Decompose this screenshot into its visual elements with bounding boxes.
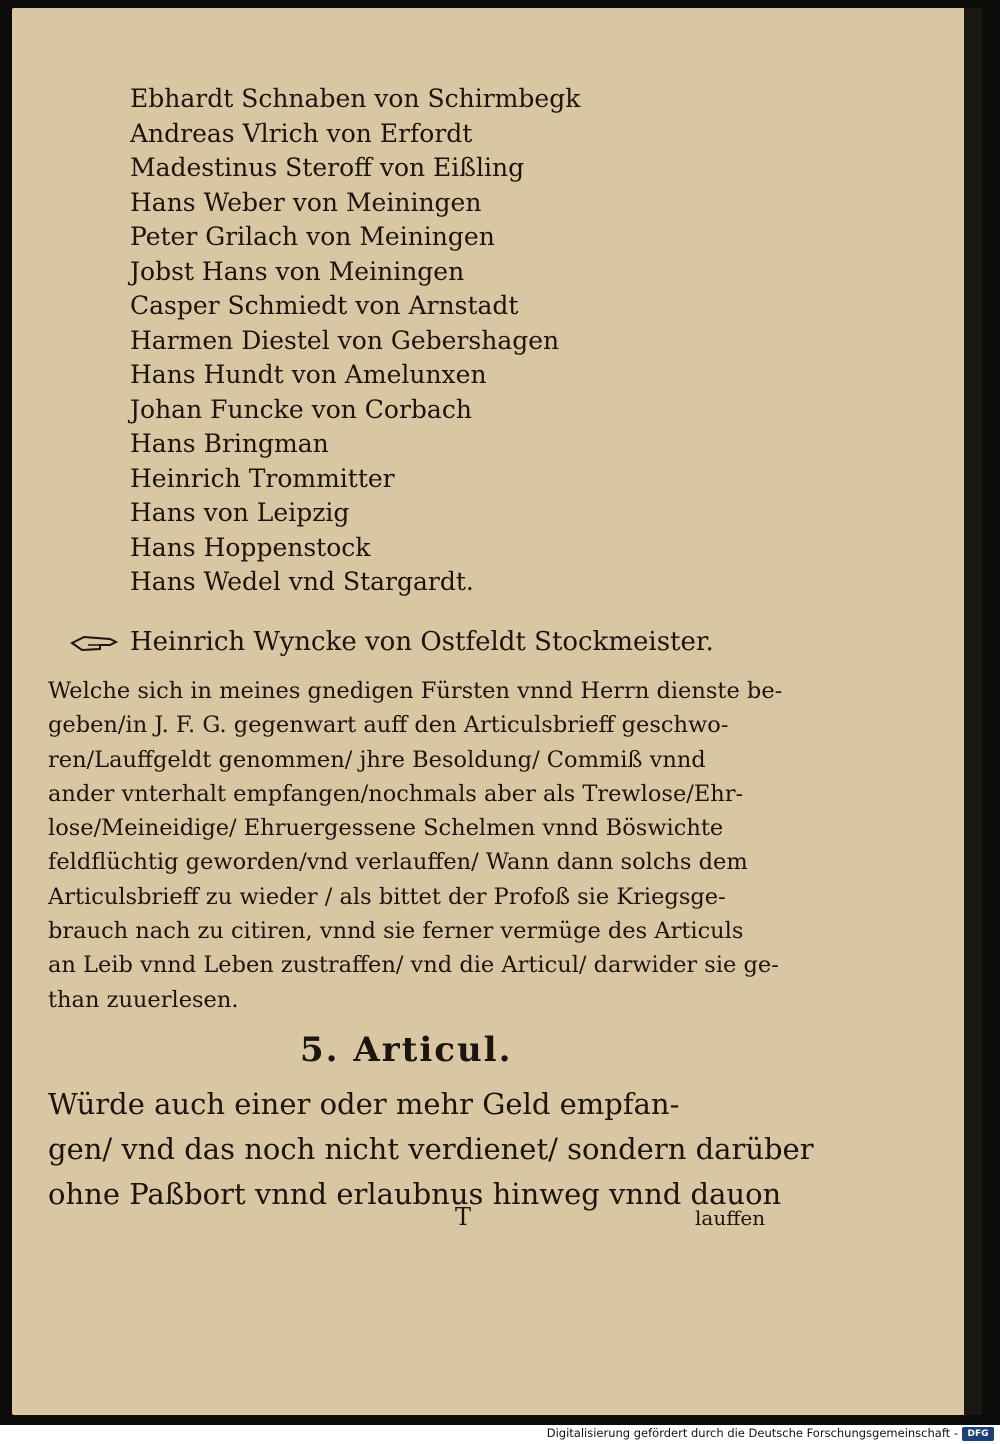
name-line: Hans Bringman [130,429,329,458]
name-line: Hans Hoppenstock [130,532,371,562]
name-line: Hans Wedel vnd Stargardt. [130,567,474,596]
signature-mark: T [455,1203,472,1231]
article-line: gen/ vnd das noch nicht verdienet/ sondern darüber [48,1132,814,1166]
name-line: Peter Grilach von Meiningen [130,222,495,251]
name-line: Hans Weber von Meiningen [130,187,482,217]
name-line: Madestinus Steroff von Eißling [130,153,525,182]
paragraph-line: lose/Meineidige/ Ehruergessene Schelmen vnnd Böswichte [48,815,724,842]
article-text [48,1082,814,1217]
names-list [130,82,730,600]
name-line: Andreas Vlrich von Erfordt [130,118,473,148]
name-line: Heinrich Trommitter [130,463,395,493]
paragraph-line: ren/Lauffgeldt genommen/ jhre Besoldung/ Commiß vnnd [48,746,706,773]
paragraph-line: brauch nach zu citiren, vnnd sie ferner vermüge des Articuls [48,918,744,945]
article-line: Würde auch einer oder mehr Geld empfan- [48,1087,680,1121]
name-line: Johan Funcke von Corbach [130,394,472,424]
paragraph-line: geben/in J. F. G. gegenwart auff den Articulsbrieff geschwo- [48,712,729,739]
paragraph-line: than zuuerlesen. [48,986,239,1013]
paragraph-line: an Leib vnnd Leben zustraffen/ vnd die Articul/ darwider sie ge- [48,952,779,979]
paragraph-line: feldflüchtig geworden/vnd verlauffen/ Wann dann solchs dem [48,849,748,876]
catchword: lauffen [695,1206,766,1230]
dfg-logo: DFG [962,1427,994,1441]
pointing-hand-icon [70,632,120,654]
name-line: Jobst Hans von Meiningen [130,256,465,286]
footer-bar [0,1425,1000,1444]
footer-credit: Digitalisierung gefördert durch die Deutsche Forschungsgemeinschaft - [546,1426,958,1440]
article-heading: 5. Articul. [300,1030,513,1070]
article-line: ohne Paßbort vnnd erlaubnus hinweg vnnd dauon [48,1177,782,1211]
page-edge [964,8,982,1415]
name-line: Hans Hundt von Amelunxen [130,360,487,389]
marked-name-line: Heinrich Wyncke von Ostfeldt Stockmeister. [130,627,714,657]
body-paragraph [48,674,783,1017]
name-line: Harmen Diestel von Gebershagen [130,325,560,355]
paragraph-line: ander vnterhalt empfangen/nochmals aber als Trewlose/Ehr- [48,780,744,807]
name-line: Hans von Leipzig [130,498,350,527]
name-line: Casper Schmiedt von Arnstadt [130,291,519,320]
paragraph-line: Welche sich in meines gnedigen Fürsten vnnd Herrn dienste be- [48,678,783,704]
name-line: Ebhardt Schnaben von Schirmbegk [130,84,581,113]
paragraph-line: Articulsbrieff zu wieder / als bittet der Profoß sie Kriegsge- [48,883,726,910]
